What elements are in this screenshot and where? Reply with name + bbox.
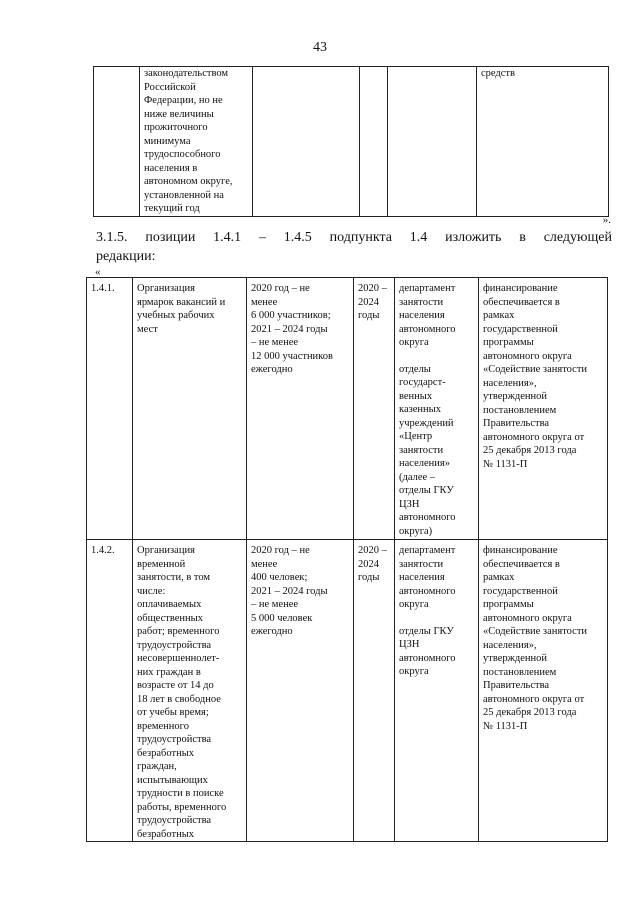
measure-name: Организация временной занятости, в том числе: оплачиваемых общественных работ; временного трудоустройства несовершеннолет- них граждан в возрасте от 14 до 18 лет в свободное от учебы время; временного трудоустройства безработных граждан, испытывающих трудности в поиске работы, временного трудоустройства безработных [133,540,247,842]
table-row [87,540,608,842]
financing-cell: средств [477,67,609,217]
continuation-table [93,66,609,217]
indicator-cell [253,67,360,217]
number-cell [94,67,140,217]
opening-quote: « [95,266,101,278]
table-row [87,278,608,540]
indicator-value: 2020 год – не менее 400 человек; 2021 – 2024 годы – не менее 5 000 человек ежегодно [247,540,354,842]
instruction-line-1: 3.1.5. позиции 1.4.1 – 1.4.5 подпункта 1.4 изложить в следующей [96,230,612,245]
executor-cell [388,67,477,217]
description-cell: законодательством Российской Федерации, но не ниже величины прожиточного минимума трудоспособного населения в автономном округе, установленной на текущий год [140,67,253,217]
measures-table [86,277,608,842]
closing-quote: ». [602,214,611,226]
page-number: 43 [313,40,327,55]
executor: департамент занятости населения автономного округа отделы государст- венных казенных учреждений «Центр занятости населения» (далее – отделы ГКУ ЦЗН автономного округа) [395,278,479,540]
financing-note: финансирование обеспечивается в рамках государственной программы автономного округа «Содействие занятости населения», утвержденной постановлением Правительства автономного округа от 25 декабря 2013 года № 1131-П [479,540,608,842]
executor: департамент занятости населения автономного округа отделы ГКУ ЦЗН автономного округа [395,540,479,842]
instruction-line-2: редакции: [96,249,156,264]
period: 2020 – 2024 годы [354,278,395,540]
period: 2020 – 2024 годы [354,540,395,842]
financing-note: финансирование обеспечивается в рамках государственной программы автономного округа «Содействие занятости населения», утвержденной постановлением Правительства автономного округа от 25 декабря 2013 года № 1131-П [479,278,608,540]
table-row [94,67,609,217]
period-cell [360,67,388,217]
measure-name: Организация ярмарок вакансий и учебных рабочих мест [133,278,247,540]
row-number: 1.4.1. [87,278,133,540]
row-number: 1.4.2. [87,540,133,842]
indicator-value: 2020 год – не менее 6 000 участников; 2021 – 2024 годы – не менее 12 000 участников ежегодно [247,278,354,540]
